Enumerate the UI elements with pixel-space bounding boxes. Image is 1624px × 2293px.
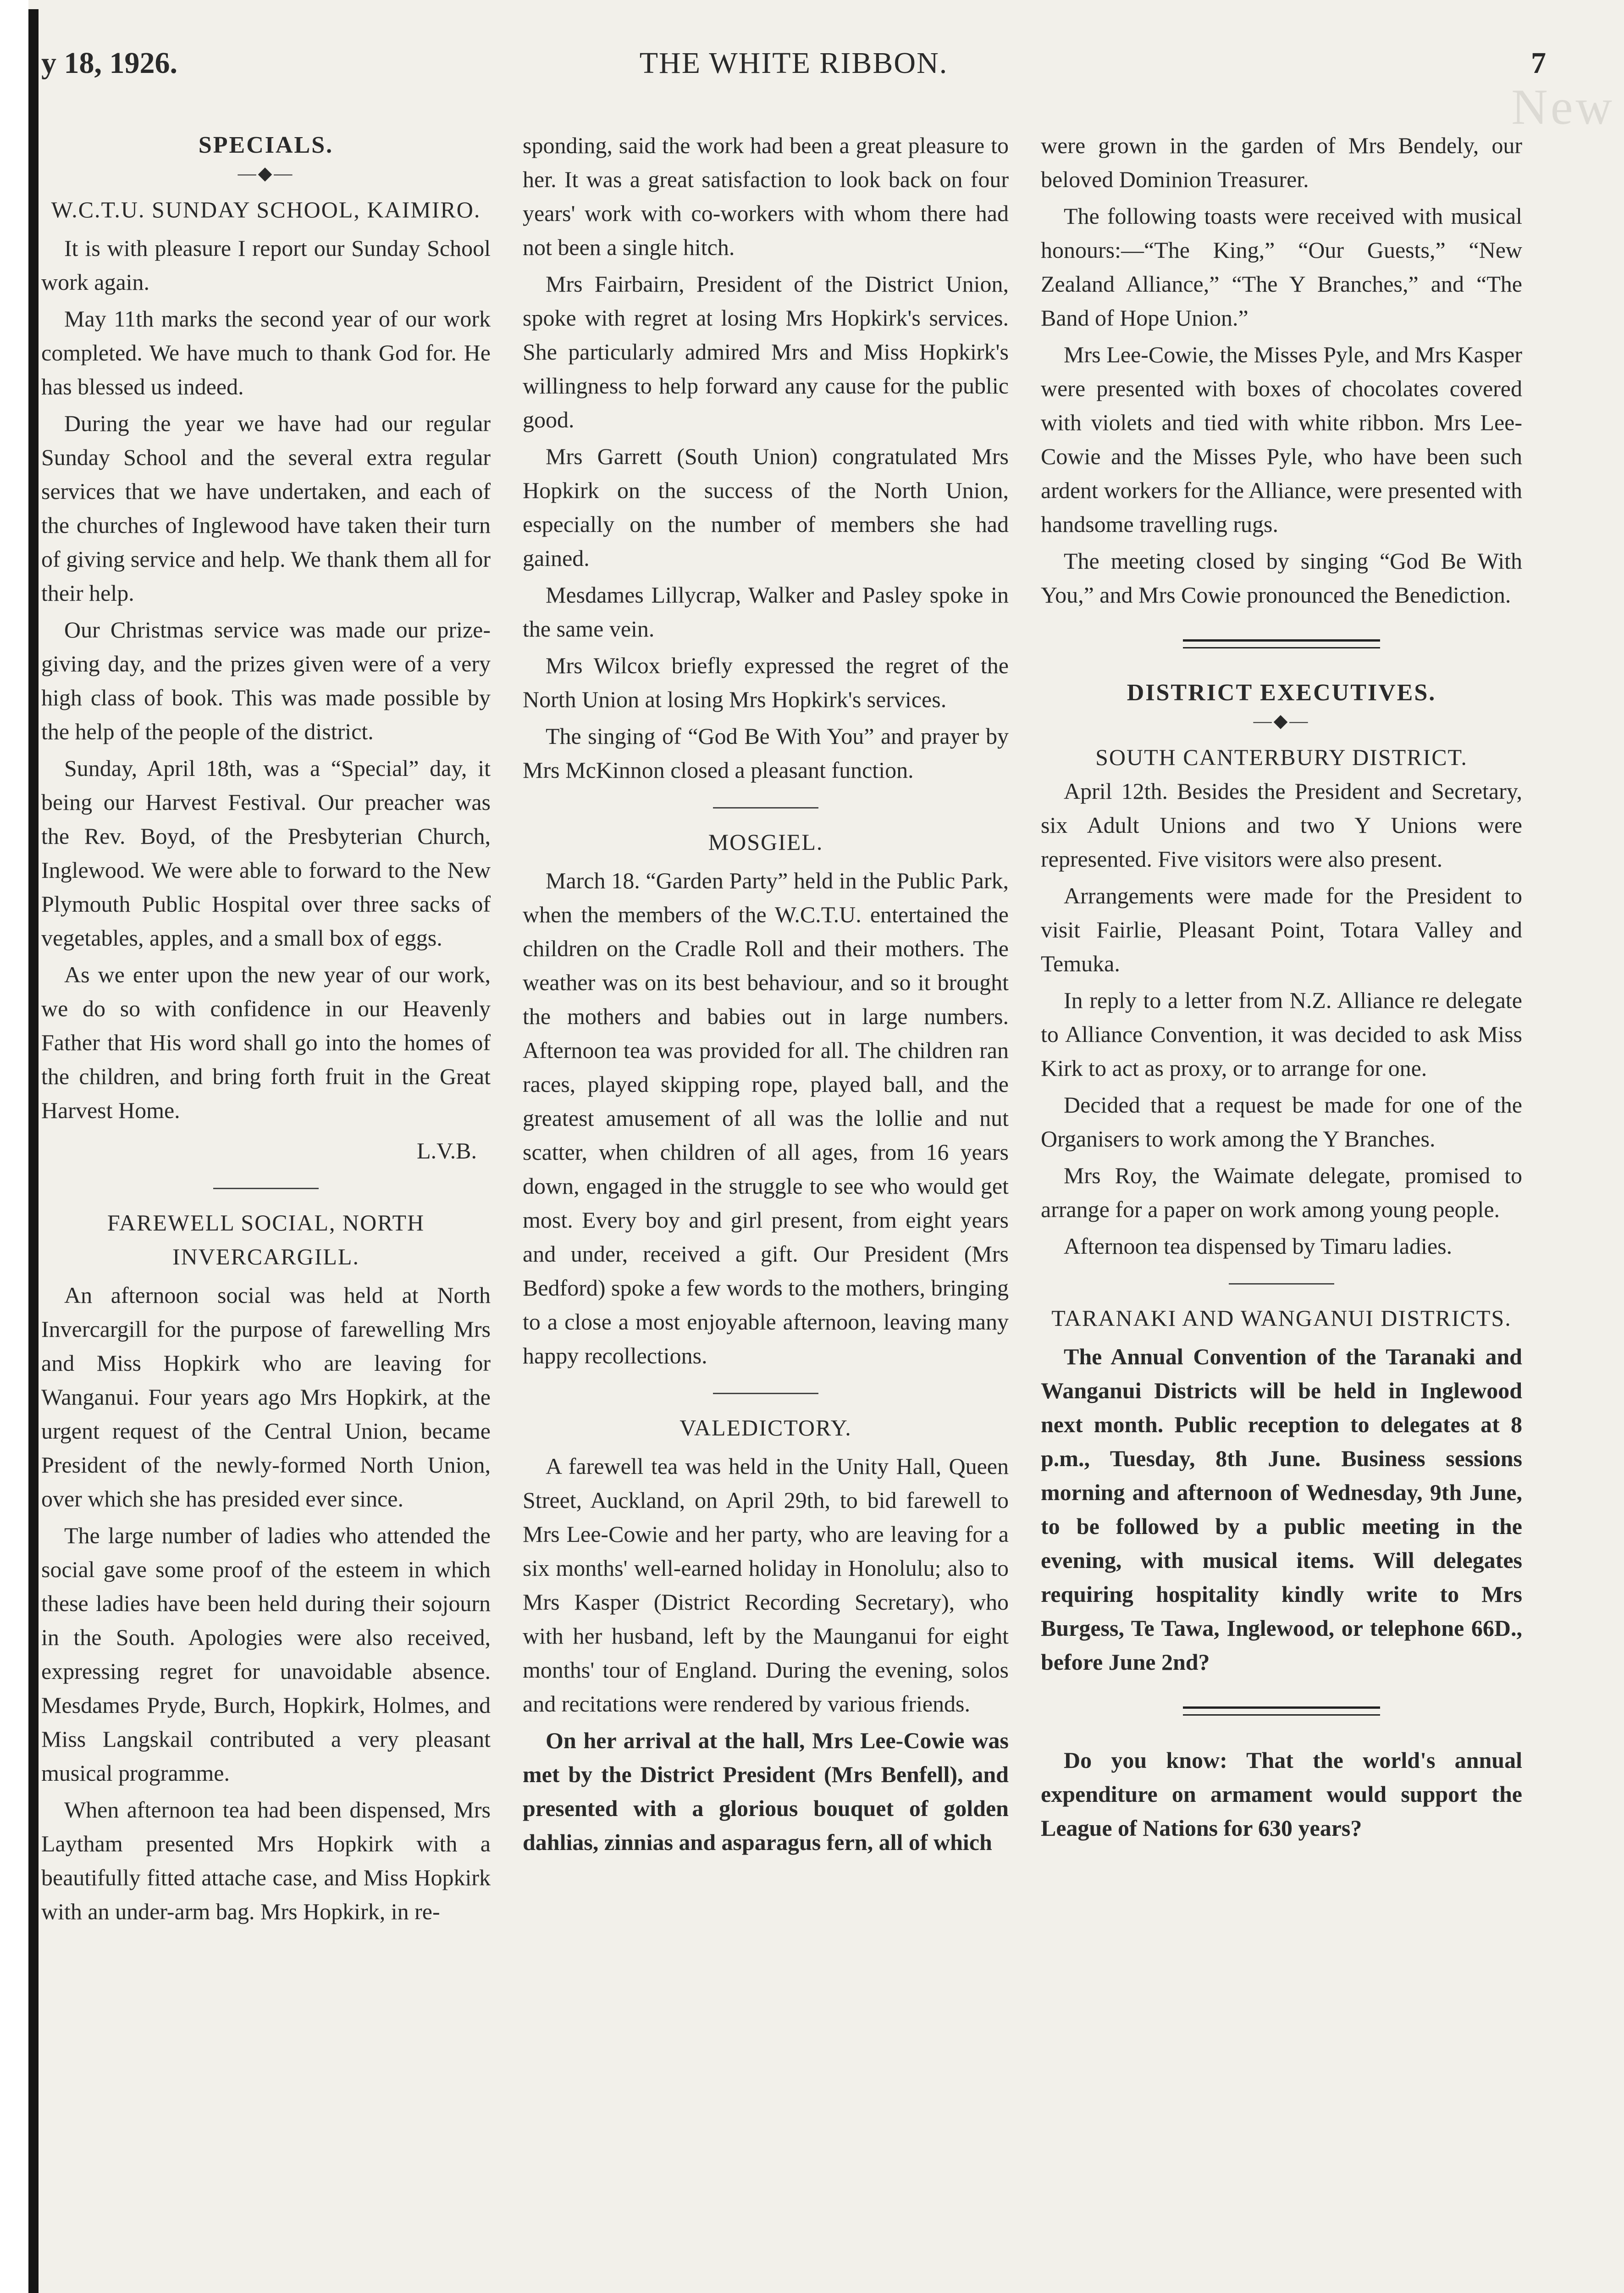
paragraph: Mesdames Lillycrap, Walker and Pasley spoke in the same vein. <box>523 582 1009 642</box>
section-rule <box>713 807 818 809</box>
paragraph: The following toasts were received with musical honours:—“The King,” “Our Guests,” “New Zealand Alliance,” “The Y Branches,” and “The Band of Hope Union.” <box>1041 203 1522 331</box>
article-title-taranaki: TARANAKI AND WANGANUI DISTRICTS. <box>1051 1305 1512 1331</box>
paragraph: The large number of ladies who attended the social gave some proof of the esteem in which these ladies have been held during their sojourn in the South. Apologies were also received, expressing regret for unavoidable absence. Mesdames Pryde, Burch, Hopkirk, Holmes, and Miss Langskail contributed a very pleasant musical programme. <box>41 1523 491 1786</box>
section-rule <box>1229 1283 1334 1285</box>
publication-title: THE WHITE RIBBON. <box>639 46 948 80</box>
paragraph: March 18. “Garden Party” held in the Public Park, when the members of the W.C.T.U. entertained the children on the Cradle Roll and their mothers. The weather was on its best behaviour, and so it brought the mothers and babies out in large numbers. Afternoon tea was provided for all. The children ran races, played skipping rope, played ball, and the greatest amusement of all was the lollie and nut scatter, when children of all ages, from 16 years down, engaged in the struggle to see who would get most. Every boy and girl present, from eight years and under, received a gift. Our President (Mrs Bedford) spoke a few words to the mothers, bringing to a close a most enjoyable afternoon, leaving many happy recollections. <box>523 868 1009 1368</box>
paragraph: Mrs Roy, the Waimate delegate, promised to arrange for a paper on work among young people. <box>1041 1163 1522 1222</box>
ornament-divider: —◆— <box>238 163 294 183</box>
paragraph: Mrs Garrett (South Union) congratulated Mrs Hopkirk on the success of the North Union, especially on the number of members she had gained. <box>523 443 1009 571</box>
column-2 <box>523 128 1009 1862</box>
paragraph: sponding, said the work had been a great pleasure to her. It was a great satisfaction to look back on four years' work with co-workers with whom there had not been a single hitch. <box>523 133 1009 260</box>
ornament-divider: —◆— <box>1253 710 1310 731</box>
column-1 <box>41 128 491 1931</box>
section-rule <box>713 1393 818 1394</box>
paragraph: It is with pleasure I report our Sunday School work again. <box>41 235 491 295</box>
paragraph: April 12th. Besides the President and Secretary, six Adult Unions and two Y Unions were represented. Five visitors were also present. <box>1041 778 1522 872</box>
article-title-south-canterbury: SOUTH CANTERBURY DISTRICT. <box>1095 744 1468 770</box>
page-number: 7 <box>1531 46 1546 80</box>
paragraph: Our Christmas service was made our prize-giving day, and the prizes given were of a very high class of book. This was made possible by the help of the people of the district. <box>41 617 491 744</box>
specials-heading: SPECIALS. <box>198 132 334 158</box>
article-title-farewell: FAREWELL SOCIAL, NORTH INVERCARGILL. <box>107 1210 425 1269</box>
paragraph: A farewell tea was held in the Unity Hall, Queen Street, Auckland, on April 29th, to bid farewell to Mrs Lee-Cowie and her party, who are leaving for a six months' well-earned holiday in Honolulu; also to Mrs Kasper (District Recording Secretary), who with her husband, left by the Maunganui for eight months' tour of England. During the evening, solos and recitations were rendered by various friends. <box>523 1453 1009 1717</box>
paragraph: In reply to a letter from N.Z. Alliance re delegate to Alliance Convention, it was decided to ask Miss Kirk to act as proxy, or to arrange for one. <box>1041 987 1522 1081</box>
article-title-sunday-school: W.C.T.U. SUNDAY SCHOOL, KAIMIRO. <box>51 197 481 222</box>
article-title-mosgiel: MOSGIEL. <box>708 829 823 855</box>
paragraph: Decided that a request be made for one of the Organisers to work among the Y Branches. <box>1041 1092 1522 1152</box>
column-3 <box>1041 128 1522 1848</box>
double-rule-divider <box>1183 1706 1380 1716</box>
paragraph: Mrs Fairbairn, President of the District Union, spoke with regret at losing Mrs Hopkirk's services. She particularly admired Mrs and Miss Hopkirk's willingness to help forward any cause for the public good. <box>523 271 1009 432</box>
paragraph: Sunday, April 18th, was a “Special” day, it being our Harvest Festival. Our preacher was the Rev. Boyd, of the Presbyterian Church, Inglewood. We were able to forward to the New Plymouth Public Hospital over three sacks of vegetables, apples, and a small box of eggs. <box>41 755 491 951</box>
running-head <box>41 46 1546 101</box>
bleed-through-text: New <box>1511 79 1615 135</box>
signature: L.V.B. <box>416 1138 477 1163</box>
paragraph: Mrs Wilcox briefly expressed the regret of the North Union at losing Mrs Hopkirk's services. <box>523 653 1009 712</box>
paragraph: Afternoon tea dispensed by Timaru ladies. <box>1064 1233 1453 1259</box>
district-executives-heading: DISTRICT EXECUTIVES. <box>1127 680 1436 706</box>
paragraph: When afternoon tea had been dispensed, Mrs Laytham presented Mrs Hopkirk with a beautifully fitted attache case, and Miss Hopkirk with an under-arm bag. Mrs Hopkirk, in re- <box>41 1797 491 1924</box>
issue-date: y 18, 1926. <box>41 46 177 80</box>
paragraph: During the year we have had our regular Sunday School and the several extra regular services that we have undertaken, and each of the churches of Inglewood have taken their turn of giving service and help. We thank them all for their help. <box>41 410 491 606</box>
paragraph: The meeting closed by singing “God Be With You,” and Mrs Cowie pronounced the Benediction. <box>1041 548 1522 608</box>
page-margin <box>0 0 28 2293</box>
paragraph: The Annual Convention of the Taranaki and Wanganui Districts will be held in Inglewood next month. Public reception to delegates at 8 p.m., Tuesday, 8th June. Business sessions morning and afternoon of Wednesday, 9th June, to be followed by a public meeting in the evening, with musical items. Will delegates requiring hospitality kindly write to Mrs Burgess, Te Tawa, Inglewood, or telephone 66D., before June 2nd? <box>1041 1344 1522 1675</box>
paragraph: Mrs Lee-Cowie, the Misses Pyle, and Mrs Kasper were presented with boxes of chocolates covered with violets and tied with white ribbon. Mrs Lee-Cowie and the Misses Pyle, who have been such ardent workers for the Alliance, were presented with handsome travelling rugs. <box>1041 342 1522 537</box>
paragraph: were grown in the garden of Mrs Bendely, our beloved Dominion Treasurer. <box>1041 133 1522 192</box>
binding-edge <box>28 9 39 2293</box>
section-rule <box>213 1188 319 1189</box>
paragraph: May 11th marks the second year of our work completed. We have much to thank God for. He has blessed us indeed. <box>41 306 491 399</box>
paragraph: Arrangements were made for the President to visit Fairlie, Pleasant Point, Totara Valley and Temuka. <box>1041 883 1522 976</box>
do-you-know-note: Do you know: That the world's annual expenditure on armament would support the League of Nations for 630 years? <box>1041 1747 1522 1841</box>
paragraph: On her arrival at the hall, Mrs Lee-Cowie was met by the District President (Mrs Benfell), and presented with a glorious bouquet of golden dahlias, zinnias and asparagus fern, all of which <box>523 1728 1009 1855</box>
paragraph: The singing of “God Be With You” and prayer by Mrs McKinnon closed a pleasant function. <box>523 723 1009 783</box>
article-title-valedictory: VALEDICTORY. <box>679 1415 852 1440</box>
paragraph: An afternoon social was held at North Invercargill for the purpose of farewelling Mrs and Miss Hopkirk who are leaving for Wanganui. Four years ago Mrs Hopkirk, at the urgent request of the Central Union, became President of the newly-formed North Union, over which she has presided ever since. <box>41 1282 491 1512</box>
paragraph: As we enter upon the new year of our work, we do so with confidence in our Heavenly Father that His word shall go into the homes of the children, and bring forth fruit in the Great Harvest Home. <box>41 962 491 1123</box>
double-rule-divider <box>1183 639 1380 648</box>
